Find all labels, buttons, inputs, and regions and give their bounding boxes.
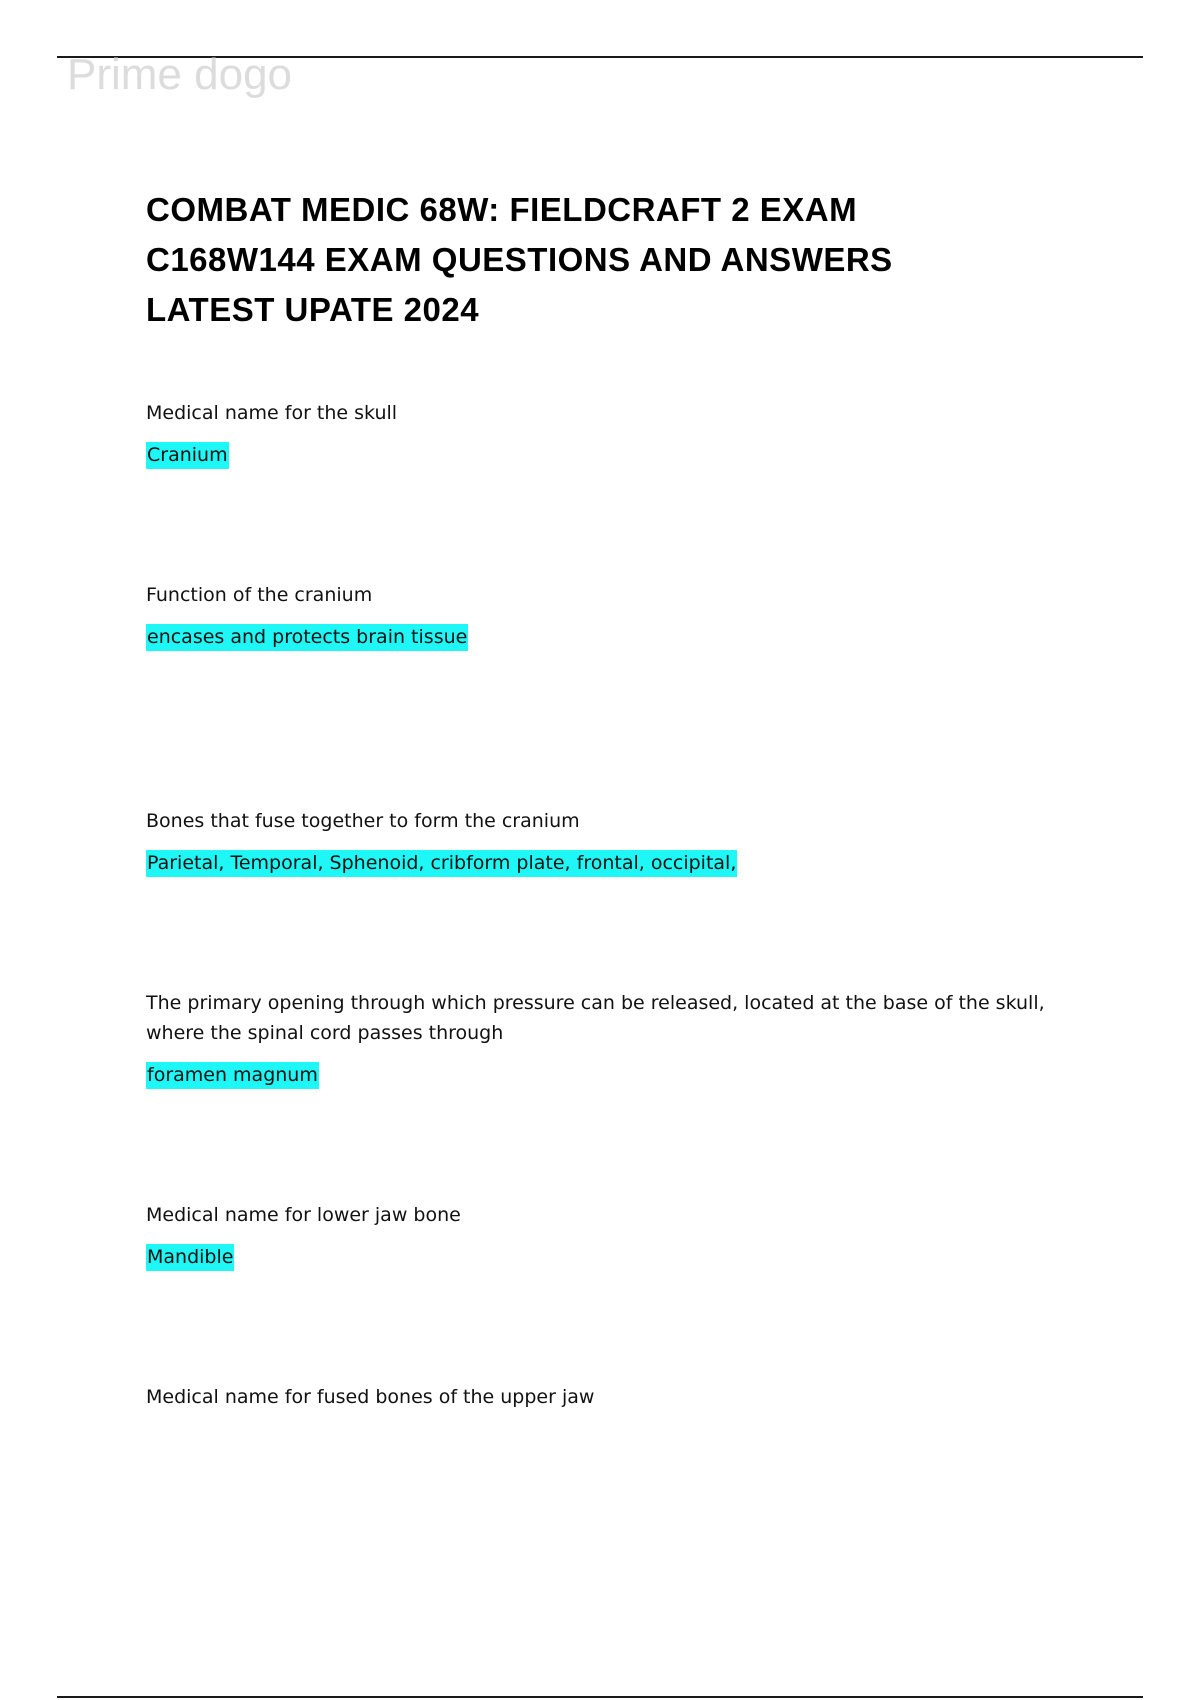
question-text: Function of the cranium bbox=[146, 584, 373, 606]
title-line-1: COMBAT MEDIC 68W: FIELDCRAFT 2 EXAM bbox=[146, 191, 858, 228]
question-text: The primary opening through which pressure can be released, located at the base of the skull, where the spinal cord passes through bbox=[146, 992, 1045, 1044]
footer-rule bbox=[57, 1696, 1143, 1698]
document-title bbox=[146, 185, 1046, 335]
qa-item bbox=[146, 1382, 1096, 1412]
watermark: Prime dogo bbox=[67, 50, 293, 99]
title-line-2: C168W144 EXAM QUESTIONS AND ANSWERS bbox=[146, 241, 893, 278]
title-line-3: LATEST UPATE 2024 bbox=[146, 291, 480, 328]
question-text: Medical name for fused bones of the upper jaw bbox=[146, 1386, 595, 1408]
answer-highlight: Mandible bbox=[146, 1244, 234, 1271]
answer-highlight: Cranium bbox=[146, 442, 229, 469]
question-text: Medical name for lower jaw bone bbox=[146, 1204, 461, 1226]
qa-item bbox=[146, 580, 1096, 651]
qa-item bbox=[146, 1200, 1096, 1271]
answer-highlight: Parietal, Temporal, Sphenoid, cribform plate, frontal, occipital, bbox=[146, 850, 737, 877]
qa-item bbox=[146, 398, 1096, 469]
question-text: Medical name for the skull bbox=[146, 402, 398, 424]
answer-highlight: foramen magnum bbox=[146, 1062, 319, 1089]
answer-highlight: encases and protects brain tissue bbox=[146, 624, 468, 651]
qa-item bbox=[146, 806, 1096, 877]
qa-item bbox=[146, 988, 1096, 1089]
question-text: Bones that fuse together to form the cranium bbox=[146, 810, 580, 832]
